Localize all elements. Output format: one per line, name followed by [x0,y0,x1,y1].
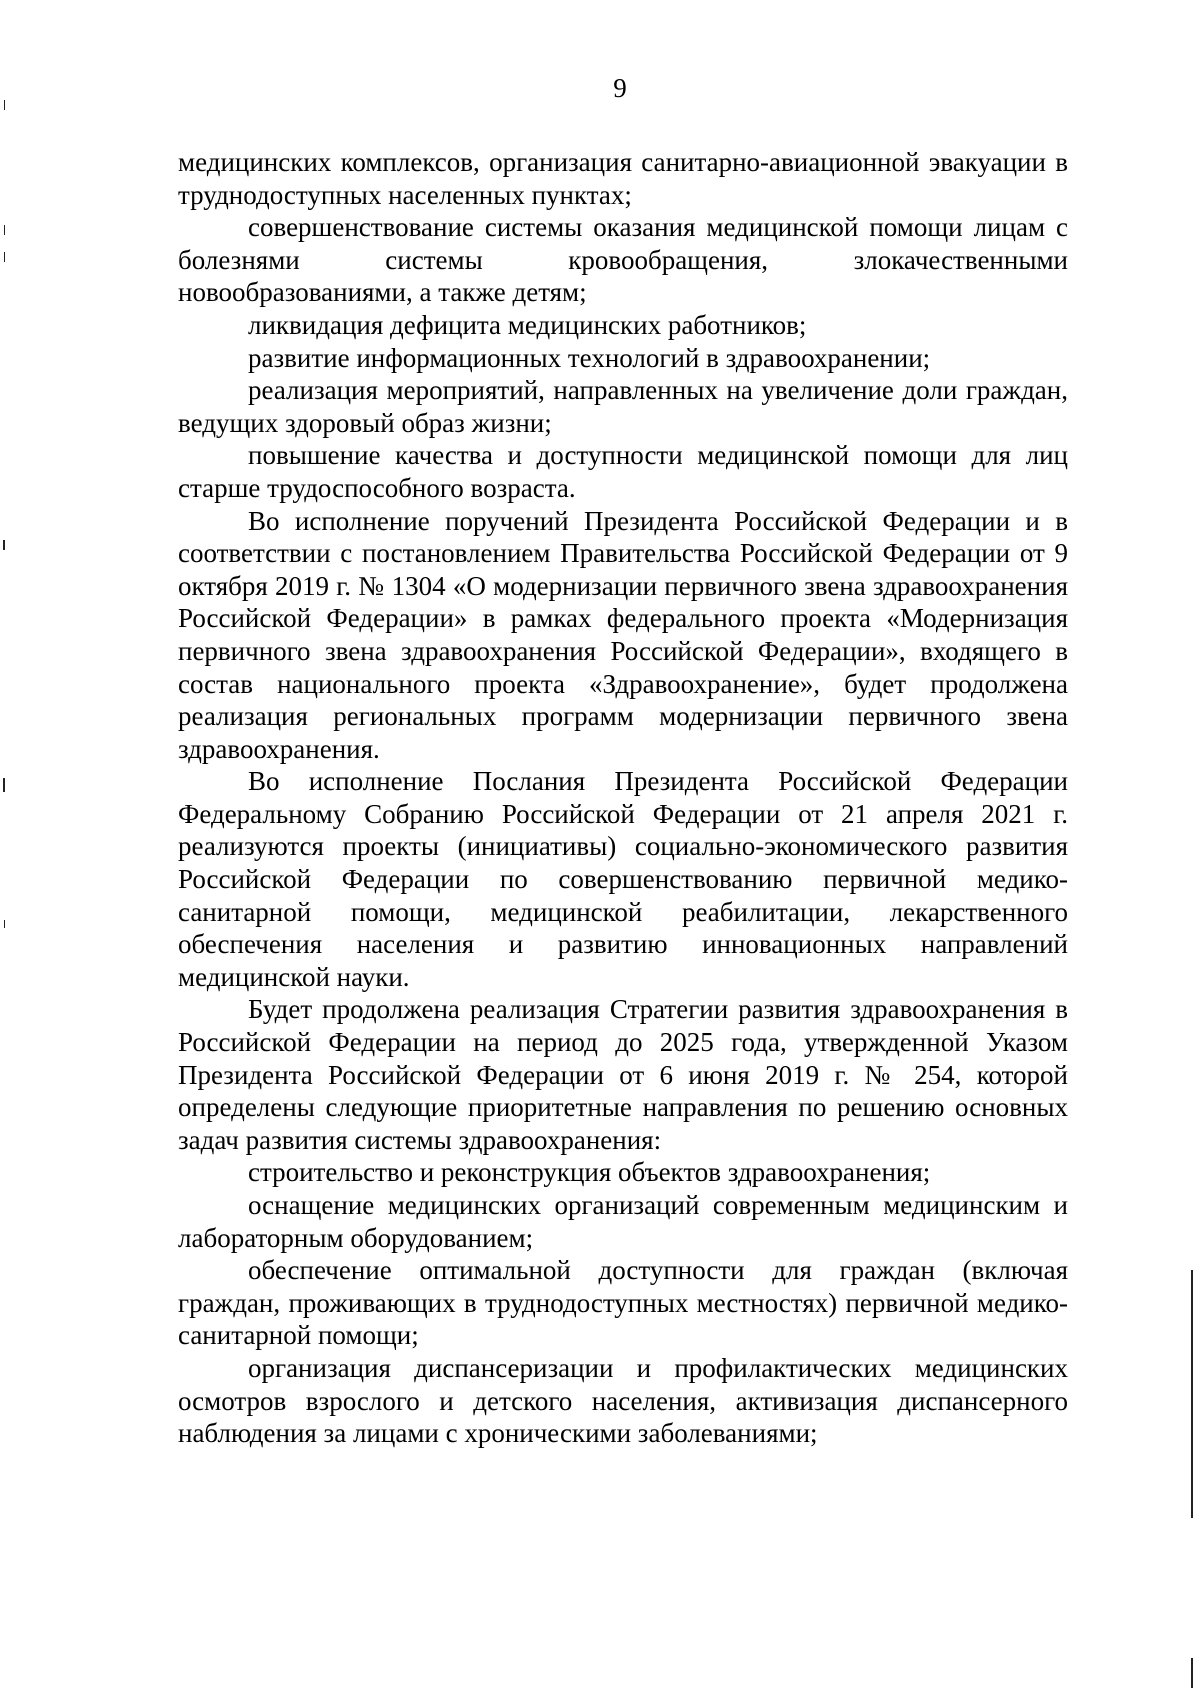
scan-artifact-right-2 [1191,1658,1193,1688]
list-item: развитие информационных технологий в здравоохранении; [248,342,931,373]
scan-artifact-right-1 [1191,1270,1193,1518]
scan-artifact-left-4 [3,540,5,550]
list-item: ликвидация дефицита медицинских работников; [248,309,807,340]
list-item: оснащение медицинских организаций современным медицинским и лабораторным оборудованием; [178,1190,1068,1253]
list-item: организация диспансеризации и профилактических медицинских осмотров взрослого и детского населения, активизация диспансерного наблюдения за лицами с хроническими заболеваниями; [178,1352,1068,1449]
scan-artifact-left-5 [3,778,5,792]
scan-artifact-left-1 [4,100,5,110]
document-body [178,146,1068,1450]
paragraph: Во исполнение поручений Президента Российской Федерации и в соответствии с постановлением Правительства Российской Федерации от 9 октября 2019 г. № 1304 «О модернизации первичного звена здравоохранения Российской Федерации» в рамках федерального проекта «Модернизация первичного звена здравоохранения Российской Федерации», входящего в состав национального проекта «Здравоохранение», будет продолжена реализация региональных программ модернизации первичного звена здравоохранения. [178,505,1068,764]
list-item: строительство и реконструкция объектов здравоохранения; [248,1157,931,1188]
list-item: повышение качества и доступности медицинской помощи для лиц старше трудоспособного возраста. [178,440,1068,503]
list-item: обеспечение оптимальной доступности для граждан (включая граждан, проживающих в труднодоступных местностях) первичной медико-санитарной помощи; [178,1255,1068,1351]
scan-artifact-left-6 [4,920,5,928]
paragraph-continuation: медицинских комплексов, организация санитарно-авиационной эвакуации в труднодоступных населенных пунктах; [178,147,1068,210]
list-item: реализация мероприятий, направленных на увеличение доли граждан, ведущих здоровый образ жизни; [178,375,1068,438]
page-number: 9 [613,73,627,103]
paragraph: Будет продолжена реализация Стратегии развития здравоохранения в Российской Федерации на период до 2025 года, утвержденной Указом Президента Российской Федерации от 6 июня 2019 г. № 254, которой определены следующие приоритетные направления по решению основных задач развития системы здравоохранения: [178,994,1068,1155]
scan-artifact-left-2 [4,225,5,235]
scan-artifact-left-3 [4,252,5,262]
list-item: совершенствование системы оказания медицинской помощи лицам с болезнями системы кровообращения, злокачественными новообразованиями, а также детям; [178,212,1068,308]
paragraph: Во исполнение Послания Президента Российской Федерации Федеральному Собранию Российской Федерации от 21 апреля 2021 г. реализуются проекты (инициативы) социально-экономического развития Российской Федерации по совершенствованию первичной медико-санитарной помощи, медицинской реабилитации, лекарственного обеспечения населения и развитию инновационных направлений медицинской науки. [178,766,1068,992]
